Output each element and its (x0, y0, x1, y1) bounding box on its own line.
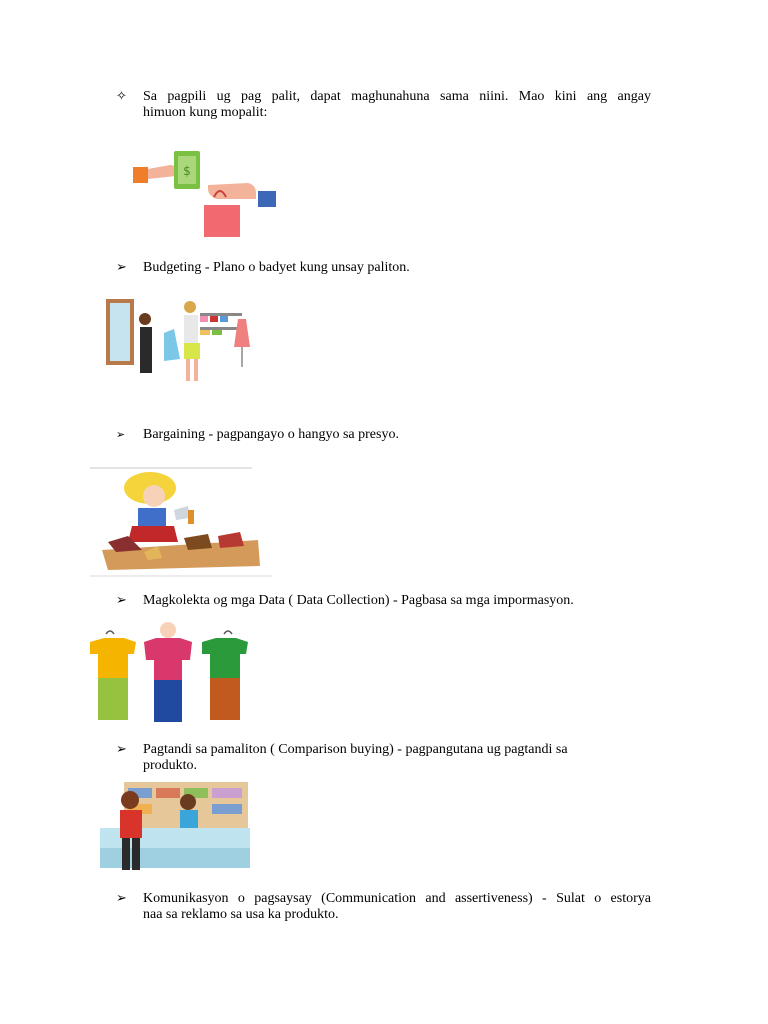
comparison-text-line-2: produkto. (143, 758, 198, 773)
bullet-arrow-icon: ➢ (116, 741, 127, 756)
image-caption (158, 397, 159, 401)
data-collection-text: Magkolekta og mga Data ( Data Collection) - Pagbasa sa mga impormasyon. (143, 593, 574, 608)
bullet-sparkle-icon: ✧ (116, 88, 127, 103)
intro-text-line-2: himuon kung mopalit: (143, 105, 268, 120)
clothing-store-illustration (104, 293, 256, 403)
communication-text-line-1: Komunikasyon o pagsaysay (Communication and assertiveness) - Sulat o estorya (143, 891, 651, 906)
bullet-arrow-icon: ➢ (116, 592, 127, 607)
bullet-arrow-icon: ➢ (116, 259, 127, 274)
girl-with-boxes-illustration (88, 466, 272, 578)
bullet-arrow-icon: ➢ (116, 890, 127, 905)
store-counter-illustration (96, 780, 252, 878)
money-exchange-icon (130, 143, 280, 239)
shirt-pants-comparison-illustration (84, 620, 254, 732)
communication-text-line-2: naa sa reklamo sa usa ka produkto. (143, 907, 339, 922)
bargaining-text: Bargaining - pagpangayo o hangyo sa presyo. (143, 427, 399, 442)
bullet-arrow-icon: ➢ (116, 429, 126, 441)
intro-text-line-1: Sa pagpili ug pag palit, dapat maghunahuna sama niini. Mao kini ang angay (143, 89, 651, 104)
comparison-text-line-1: Pagtandi sa pamaliton ( Comparison buying) - pagpangutana ug pagtandi sa (143, 742, 568, 757)
svg-text:$: $ (183, 164, 191, 178)
budgeting-text: Budgeting - Plano o badyet kung unsay paliton. (143, 260, 410, 275)
